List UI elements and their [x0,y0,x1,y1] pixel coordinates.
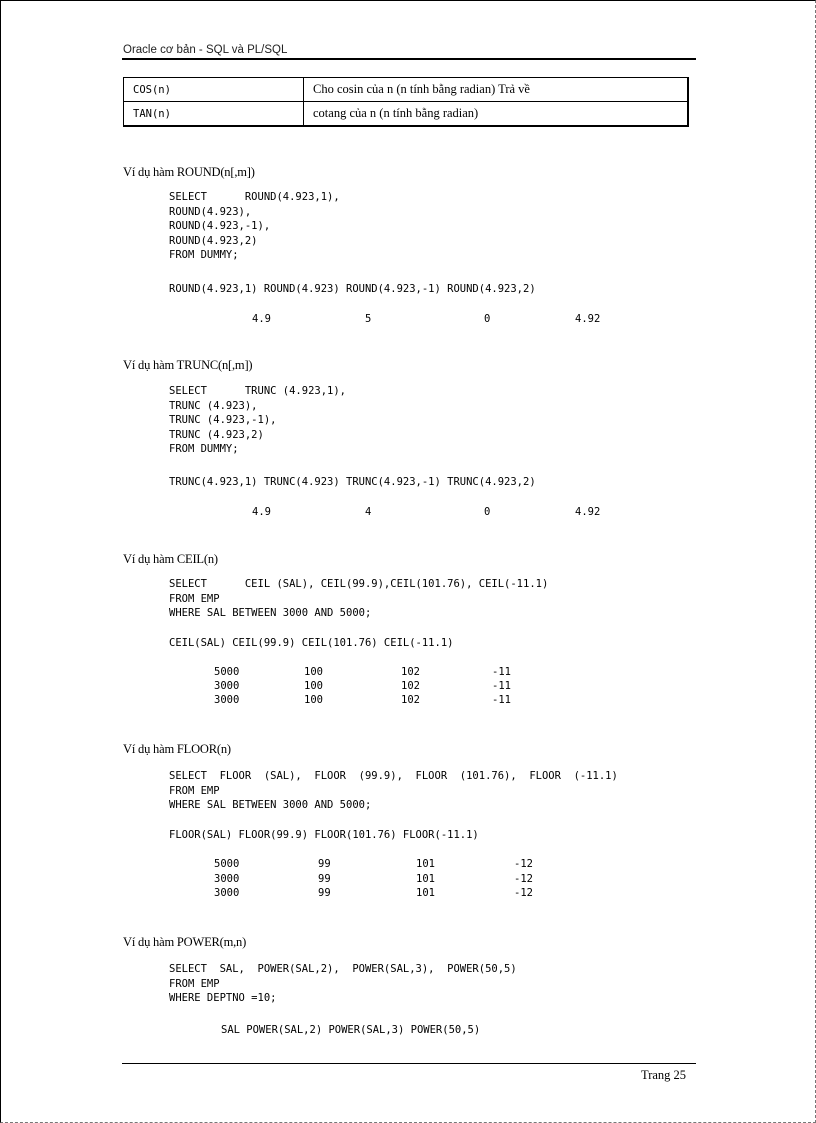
result-value: 3000 [214,873,240,885]
result-value: -12 [514,887,533,899]
floor-code-block [169,769,618,813]
result-value: 4.9 [252,506,271,518]
result-value: -12 [514,873,533,885]
result-value: 4 [365,506,372,518]
result-value: 3000 [214,680,240,692]
code-line: SELECT CEIL (SAL), CEIL(99.9),CEIL(101.76), CEIL(-11.1) [169,578,549,590]
code-line: FROM DUMMY; [169,443,239,455]
result-value: 4.92 [575,313,601,325]
table-cell-description: cotang của n (n tính bằng radian) [304,102,689,127]
result-value: 102 [401,680,420,692]
result-value: 101 [416,887,435,899]
code-line: SELECT TRUNC (4.923,1), [169,385,347,397]
result-value: 100 [304,694,323,706]
ceil-example-heading: Ví dụ hàm CEIL(n) [123,552,218,566]
table-cell-function: TAN(n) [124,102,304,127]
result-value: 4.9 [252,313,271,325]
result-value: 3000 [214,694,240,706]
code-line: WHERE DEPTNO =10; [169,992,277,1004]
power-example-heading: Ví dụ hàm POWER(m,n) [123,935,247,949]
code-line: FROM EMP [169,592,220,605]
result-value: 3000 [214,887,240,899]
result-value: 101 [416,873,435,885]
code-line: ROUND(4.923,-1), [169,220,271,232]
code-line: TRUNC (4.923,2) [169,428,264,441]
result-value: 99 [318,858,331,870]
result-value: 4.92 [575,506,601,518]
table-row [124,102,689,127]
result-value: 102 [401,666,420,678]
result-value: 99 [318,887,331,899]
page-number: Trang 25 [641,1068,687,1082]
result-value: -11 [492,666,511,678]
result-value: -12 [514,858,533,870]
floor-result-header: FLOOR(SAL) FLOOR(99.9) FLOOR(101.76) FLOOR(-11.1) [169,829,479,841]
header-divider [122,58,696,60]
ceil-code-block [169,577,548,621]
round-result-header: ROUND(4.923,1) ROUND(4.923) ROUND(4.923,-1) ROUND(4.923,2) [169,283,536,295]
code-line: FROM DUMMY; [169,249,239,261]
power-result-header: SAL POWER(SAL,2) POWER(SAL,3) POWER(50,5) [221,1024,481,1036]
code-line: WHERE SAL BETWEEN 3000 AND 5000; [169,607,372,619]
result-value: 99 [318,873,331,885]
round-code-block [169,190,340,263]
result-value: 100 [304,680,323,692]
result-value: 0 [484,313,491,325]
result-value: 100 [304,666,323,678]
result-value: 5000 [214,666,240,678]
code-line: WHERE SAL BETWEEN 3000 AND 5000; [169,799,372,811]
result-value: -11 [492,680,511,692]
function-table [123,77,689,127]
code-line: SELECT FLOOR (SAL), FLOOR (99.9), FLOOR (101.76), FLOOR (-11.1) [169,770,618,782]
table-row [124,78,689,102]
code-line: SELECT SAL, POWER(SAL,2), POWER(SAL,3), POWER(50,5) [169,963,517,975]
floor-example-heading: Ví dụ hàm FLOOR(n) [123,742,231,756]
result-value: 5000 [214,858,240,870]
code-line: TRUNC (4.923,-1), [169,414,277,426]
power-code-block [169,962,517,1006]
footer-divider [122,1063,696,1064]
result-value: 102 [401,694,420,706]
trunc-result-header: TRUNC(4.923,1) TRUNC(4.923) TRUNC(4.923,-1) TRUNC(4.923,2) [169,476,536,488]
trunc-code-block [169,384,346,457]
ceil-result-header: CEIL(SAL) CEIL(99.9) CEIL(101.76) CEIL(-11.1) [169,637,454,649]
code-line: SELECT ROUND(4.923,1), [169,191,340,203]
trunc-example-heading: Ví dụ hàm TRUNC(n[,m]) [123,358,253,372]
result-value: 101 [416,858,435,870]
code-line: FROM EMP [169,784,220,797]
result-value: 5 [365,313,372,325]
round-example-heading: Ví dụ hàm ROUND(n[,m]) [123,165,255,179]
code-line: ROUND(4.923,2) [169,234,258,247]
code-line: ROUND(4.923), [169,205,252,218]
result-value: 0 [484,506,491,518]
code-line: TRUNC (4.923), [169,399,258,412]
code-line: FROM EMP [169,977,220,990]
table-cell-description: Cho cosin của n (n tính bằng radian) Trả về [304,78,689,102]
table-cell-function: COS(n) [124,78,304,102]
document-header-title: Oracle cơ bản - SQL và PL/SQL [123,44,288,56]
result-value: -11 [492,694,511,706]
